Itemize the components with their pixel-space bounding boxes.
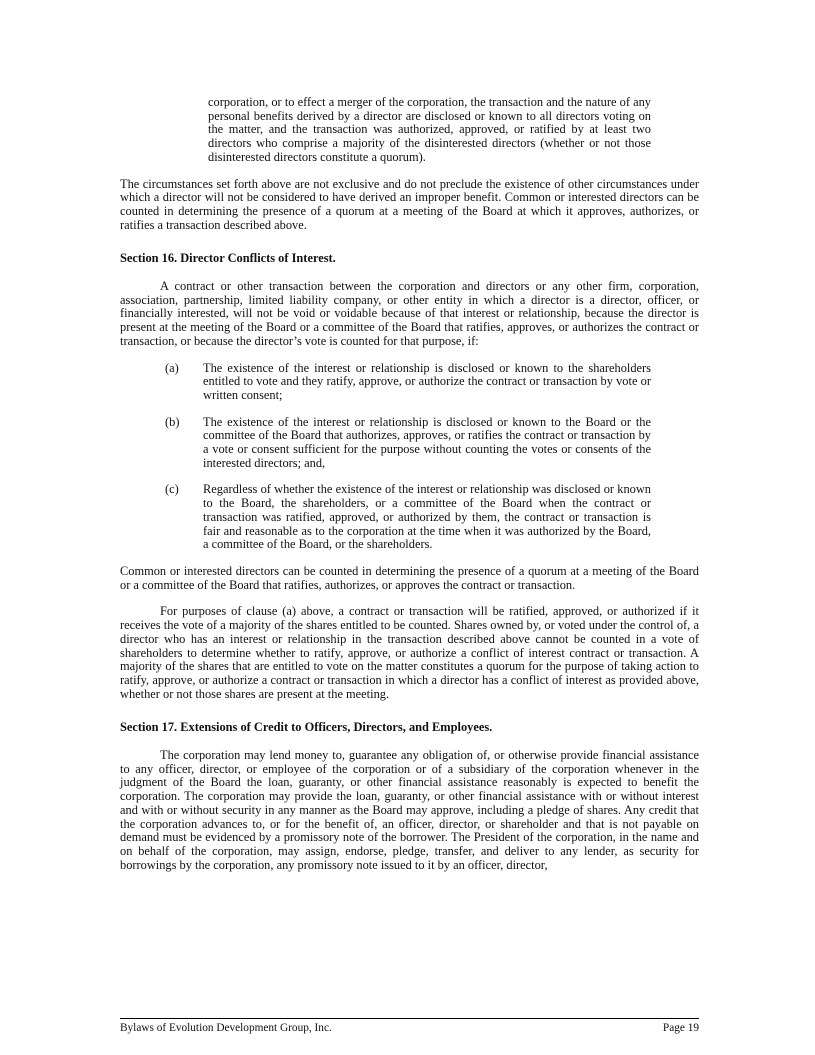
common-directors-paragraph: Common or interested directors can be counted in determining the presence of a quorum at a meeting of the Board or a committee of the Board that ratifies, authorizes, or approves the contract or transaction. — [120, 563, 699, 592]
list-text-a: The existence of the interest or relationship is disclosed or known to the shareholders entitled to vote and they ratify, approve, or authorize the contract or transaction by vote or written consent; — [203, 360, 651, 402]
section-17-paragraph: The corporation may lend money to, guarantee any obligation of, or otherwise provide financial assistance to any officer, director, or employee of the corporation or of a subsidiary of the corporation whenever in the judgment of the Board the loan, guaranty, or other financial assistance reasonably is expected to benefit the corporation. The corporation may provide the loan, guaranty, or other financial assistance with or without interest and with or without security in any manner as the Board may approve, including a pledge of shares. Any credit that the corporation advances to, or for the benefit of, an officer, director, or shareholder and that is not payable on demand must be evidenced by a promissory note of the borrower. The President of the corporation, in the name and on behalf of the corporation, may assign, endorse, pledge, transfer, and deliver to any lender, as security for borrowings by the corporation, any promissory note issued to it by an officer, director, — [120, 748, 699, 872]
list-label-a: (a) — [165, 360, 179, 375]
list-item-c — [165, 483, 651, 552]
list-label-b: (b) — [165, 414, 180, 429]
list-text-c: Regardless of whether the existence of the interest or relationship was disclosed or known to the Board, the shareholders, or a committee of the Board when the contract or transaction was ratified, approved, or authorized by them, the contract or transaction is fair and reasonable as to the corporation at the time when it was authorized by the Board, a committee of the Board, or the shareholders. — [203, 482, 651, 552]
list-text-b: The existence of the interest or relationship is disclosed or known to the Board or the committee of the Board that authorizes, approves, or ratifies the contract or transaction by a vote or consent sufficient for the purpose without counting the votes or consents of the interested directors; and, — [203, 414, 651, 470]
list-label-c: (c) — [165, 482, 179, 497]
section-16-intro-paragraph: A contract or other transaction between the corporation and directors or any other firm, corporation, association, partnership, limited liability company, or other entity in which a director is a director, officer, or financially interested, will not be void or voidable because of that interest or relationship, because the director is present at the meeting of the Board or a committee of the Board that ratifies, approves, or authorizes the contract or transaction, or because the director’s vote is counted for that purpose, if: — [120, 279, 699, 348]
circumstances-paragraph: The circumstances set forth above are not exclusive and do not preclude the existence of other circumstances under which a director will not be considered to have derived an improper benefit. Common or interested directors can be counted in determining the presence of a quorum at a meeting of the Board at which it approves, authorizes, or ratifies a transaction described above. — [120, 176, 699, 232]
clause-a-paragraph: For purposes of clause (a) above, a contract or transaction will be ratified, approved, or authorized if it receives the vote of a majority of the shares entitled to be counted. Shares owned by, or voted under the control of, a director who has an interest or relationship in the transaction described above cannot be counted in a vote of shareholders to determine whether to ratify, approve, or authorize a conflict of interest contract or transaction. A majority of the shares that are entitled to vote on the matter constitutes a quorum for the purpose of taking action to ratify, approve, or authorize a contract or transaction in which a director has a conflict of interest as provided above, whether or not those shares are present at the meeting. — [120, 604, 699, 701]
footer-document-title: Bylaws of Evolution Development Group, Inc. — [120, 1022, 332, 1034]
list-item-a — [165, 362, 651, 403]
list-item-b — [165, 416, 651, 471]
section-17-heading: Section 17. Extensions of Credit to Officers, Directors, and Employees. — [120, 720, 493, 735]
page-footer — [120, 1018, 699, 1035]
section-16-heading: Section 16. Director Conflicts of Interest. — [120, 251, 336, 266]
footer-page-number: Page 19 — [662, 1022, 699, 1034]
continuation-paragraph: corporation, or to effect a merger of the corporation, the transaction and the nature of any personal benefits derived by a director are disclosed or known to all directors voting on the matter, and the transaction was authorized, approved, or ratified by at least two directors who comprise a majority of the disinterested directors (whether or not those disinterested directors constitute a quorum). — [208, 95, 651, 164]
